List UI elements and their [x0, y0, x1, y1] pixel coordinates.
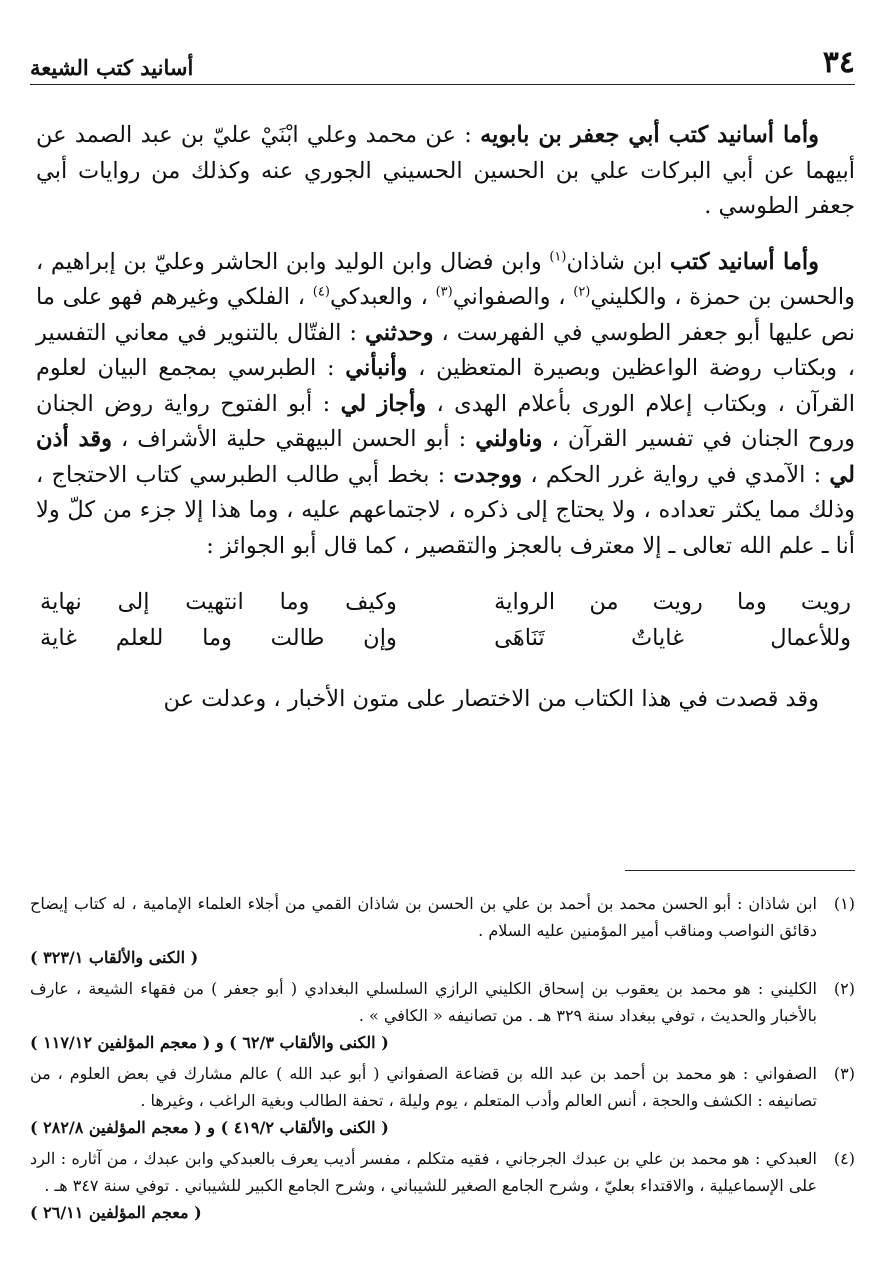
paragraph-text: : بخط أبي طالب الطبرسي كتاب الاحتجاج ، وذلك مما يكثر تعداده ، ولا يحتاج إلى ذكره ، لاجتماعهم عليه ، وما هذا إلا جزء من كلّ ولا أنا ـ علم الله تعالى ـ إلا معترف بالعجز والتقصير ، كما قال أبو الجوائز :	[36, 461, 855, 559]
poem-hemistich-second: وكيف وما انتهيت إلى نهاية	[40, 589, 397, 615]
bold-term: ووجدت	[453, 461, 523, 488]
footnote-reference: ( الكنى والألقاب ٤١٩/٢ ) و ( معجم المؤلفين ٢٨٢/٨ )	[30, 1118, 389, 1137]
footnote-text: الصفواني : هو محمد بن أحمد بن عبد الله بن قضاعة الصفواني ( أبو عبد الله ) عالم مشارك في بعض العلوم ، من تصانيفه : الكشف والحجة ، أنس العالم وأدب المتعلم ، يوم وليلة ، تحفة الطالب وبغية الراغب ، وغيرها .	[30, 1064, 817, 1110]
bold-lead: وأما أسانيد كتب أبي جعفر بن بابويه	[480, 122, 819, 148]
footnote-reference: ( معجم المؤلفين ٢٦/١١ )	[30, 1203, 202, 1222]
footnote-number: (١)	[833, 894, 855, 913]
bold-term: وناولني	[475, 426, 543, 452]
footnote-body	[30, 1060, 817, 1141]
paragraph-asanid	[36, 245, 855, 565]
bold-lead: وأما أسانيد كتب	[669, 248, 819, 275]
footnote-body	[30, 975, 817, 1056]
footnote-ref-4[interactable]: (٤)	[312, 284, 330, 300]
footnote-text: الكليني : هو محمد بن يعقوب بن إسحاق الكليني الرازي السلسلي البغدادي ( أبو جعفر ) من فقهاء الشيعة ، عارف بالأخبار والحديث ، توفي ببغداد سنة ٣٢٩ هـ . من تصانيفه « الكافي » .	[30, 979, 817, 1025]
poem	[36, 584, 855, 656]
footnote-text: ابن شاذان : أبو الحسن محمد بن أحمد بن علي بن الحسن بن شاذان القمي من أجلاء العلماء الإمامية ، له كتاب إيضاح دقائق النواصب ومناقب أمير المؤمنين عليه السلام .	[30, 894, 817, 940]
footnote-2	[30, 975, 855, 1056]
footnote-3	[30, 1060, 855, 1141]
paragraph-text: : عن محمد وعلي ابْنَيْ عليّ بن عبد الصمد عن أبيهما عن أبي البركات علي بن الحسين الحسيني الجوري عنه وكذلك من روايات أبي جعفر الطوسي .	[36, 122, 855, 219]
footnote-ref-2[interactable]: (٢)	[573, 284, 591, 300]
footnote-body	[30, 1145, 817, 1226]
page-number: ٣٤	[822, 45, 855, 80]
footnote-separator	[625, 870, 855, 871]
running-title: أسانيد كتب الشيعة	[30, 55, 194, 80]
paragraph-text: ، والصفواني	[452, 284, 574, 310]
paragraph-babawayh	[36, 118, 855, 225]
footnote-1	[30, 890, 855, 971]
paragraph-text: ، والعبدكي	[329, 284, 436, 310]
paragraph-text: : الفتّال بالتنوير في معاني التفسير ، وبكتاب روضة الواعظين وبصيرة المتعظين ،	[36, 319, 855, 381]
paragraph-text: وابن فضال وابن الوليد وابن الحاشر وعليّ بن إبراهيم ، والحسن بن حمزة ، والكليني	[36, 248, 855, 310]
bold-term: وحدثني	[365, 319, 434, 346]
footnote-4	[30, 1145, 855, 1226]
footnote-reference: ( الكنى والألقاب ٣٢٣/١ )	[30, 948, 199, 967]
paragraph-text: ابن شاذان	[566, 248, 670, 275]
footnote-number: (٤)	[833, 1149, 855, 1168]
footnote-number: (٢)	[833, 979, 855, 998]
poem-hemistich-first: وللأعمال غاياتٌ تَنَاهَى	[494, 625, 851, 651]
paragraph-text: : أبو الحسن البيهقي حلية الأشراف ،	[111, 426, 476, 452]
footnote-text: العبدكي : هو محمد بن علي بن عبدك الجرجاني ، فقيه متكلم ، مفسر أديب يعرف بالعبدكي وابن عبدك ، من آثاره : الرد على الإسماعيلية ، والاقتداء بعليّ ، وشرح الجامع الصغير للشيباني ، وشرح الجامع الكبير للشيباني . توفي سنة ٣٤٧ هـ .	[30, 1149, 818, 1195]
bold-term: وأجاز لي	[340, 390, 427, 417]
footnotes	[30, 890, 855, 1230]
page-header	[30, 34, 855, 85]
poem-hemistich-second: وإن طالت وما للعلم غاية	[40, 625, 397, 651]
footnote-ref-1[interactable]: (١)	[549, 249, 567, 264]
poem-line	[36, 620, 855, 656]
footnote-ref-3[interactable]: (٣)	[435, 284, 453, 300]
footnote-reference: ( الكنى والألقاب ٦٢/٣ ) و ( معجم المؤلفين ١١٧/١٢ )	[30, 1033, 389, 1052]
footnote-body	[30, 890, 817, 971]
paragraph-closing: وقد قصدت في هذا الكتاب من الاختصار على متون الأخبار ، وعدلت عن	[163, 686, 819, 712]
main-text	[36, 118, 855, 738]
bold-term: وقد أذن لي	[36, 426, 856, 488]
bold-term: وأنبأني	[345, 355, 408, 381]
paragraph-text: : الطبرسي بمجمع البيان لعلوم القرآن ، وبكتاب إعلام الورى بأعلام الهدى ،	[36, 355, 855, 417]
poem-hemistich-first: رويت وما رويت من الرواية	[494, 589, 851, 615]
paragraph-text: : الآمدي في رواية غرر الحكم ،	[522, 461, 830, 488]
footnote-number: (٣)	[833, 1064, 855, 1083]
poem-line	[36, 584, 855, 620]
paragraph-text: : أبو الفتوح رواية روض الجنان وروح الجنان في تفسير القرآن ،	[36, 390, 855, 452]
paragraph-text: ، الفلكي وغيرهم فهو على ما نص عليها أبو جعفر الطوسي في الفهرست ،	[36, 284, 856, 346]
